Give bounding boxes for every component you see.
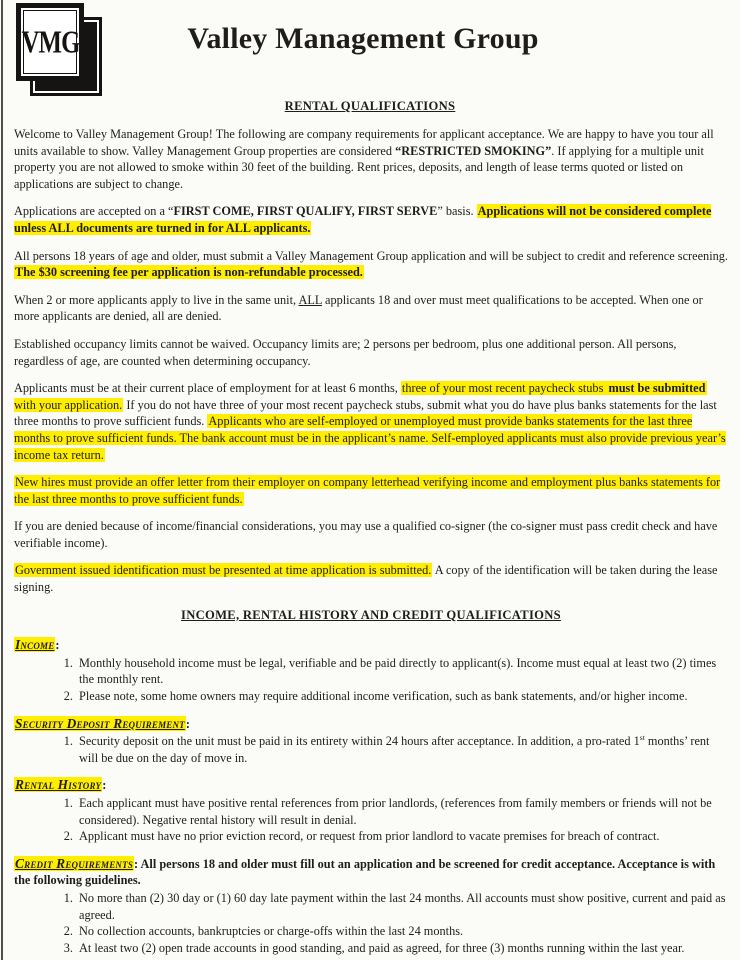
- text-segment: three of your most recent paycheck stubs: [401, 381, 607, 396]
- text-segment: Credit Requirements: [15, 855, 134, 871]
- text-segment: must be submitted: [608, 381, 706, 396]
- text-segment: “RESTRICTED SMOKING”: [395, 143, 552, 158]
- logo-monogram: VMG: [21, 23, 79, 60]
- section-heading: [14, 637, 728, 654]
- text-segment: No collection accounts, bankruptcies or charge-offs within the last 24 months.: [79, 924, 464, 939]
- list-item: [76, 795, 728, 828]
- text-segment: All persons 18 years of age and older, must submit a Valley Management Group application and will be subject to credit and reference screening.: [14, 248, 728, 263]
- list-item: [76, 688, 728, 705]
- section-heading: [14, 856, 728, 889]
- paragraph: [14, 562, 728, 595]
- text-segment: All persons 18 and older must fill out an application and be screened for credit acceptance. Acceptance is with the following guidelines.: [14, 856, 716, 888]
- text-segment: Applications will not be considered complete unless ALL documents are turned in for ALL applicants.: [14, 204, 712, 235]
- list-item: [76, 890, 728, 923]
- text-segment: If you do not have three of your most recent paycheck stubs, submit what you do have plus banks statements for the last three months to prove sufficient funds.: [14, 397, 717, 429]
- paragraph: [14, 336, 728, 369]
- text-segment: A copy of the identification will be taken during the lease signing.: [14, 563, 718, 595]
- list-item: [76, 940, 728, 957]
- text-segment: applicants 18 and over must meet qualifications to be accepted. When one or more applicants are denied, all are denied.: [14, 292, 703, 324]
- text-segment: ALL: [298, 292, 322, 307]
- text-segment: :: [134, 856, 141, 871]
- text-segment: If you are denied because of income/financial considerations, you may use a qualified co-signer (the co-signer must pass credit check and have verifiable income).: [14, 519, 718, 550]
- text-segment: FIRST COME, FIRST QUALIFY, FIRST SERVE: [173, 204, 438, 219]
- text-segment: Applicants must be at their current place of employment for at least 6 months,: [14, 381, 401, 396]
- qualification-list: [14, 733, 728, 766]
- document-body: [14, 126, 728, 956]
- paragraph: [14, 518, 728, 551]
- qualification-list: [14, 795, 728, 845]
- text-segment: Please note, some home owners may require additional income verification, such as bank statements, and/or higher income.: [79, 689, 688, 704]
- paragraph: [14, 126, 728, 192]
- text-segment: Established occupancy limits cannot be waived. Occupancy limits are; 2 persons per bedroom, plus one additional person. All persons, regardless of age, are counted when determining occupancy.: [14, 336, 677, 368]
- text-segment: . If applying for a multiple unit property you are not allowed to smoke within 30 feet of the building. Rent prices, deposits, and length of lease terms quoted or listed on applications are subject to change.: [14, 143, 704, 191]
- company-title: Valley Management Group: [187, 22, 539, 55]
- text-segment: The $30 screening fee per application is non-refundable processed.: [15, 265, 363, 280]
- text-segment: Applications are accepted on a “: [14, 204, 174, 219]
- section-title: INCOME, RENTAL HISTORY AND CREDIT QUALIFICATIONS: [181, 607, 561, 622]
- text-segment: Monthly household income must be legal, verifiable and be paid directly to applicant(s). Income must equal at least two (2) times the monthly rent.: [79, 655, 717, 687]
- text-segment: Security Deposit Requirement: [15, 715, 185, 731]
- text-segment: Welcome to Valley Management Group! The following are company requirements for applicant acceptance. We are happy to have you tour all units available to show. Valley Management Group properties are considered: [14, 127, 714, 158]
- paragraph: [14, 380, 728, 463]
- text-segment: Each applicant must have positive rental references from prior landlords, (references from family members or friends will not be considered). Negative rental history will result in denial.: [79, 796, 712, 827]
- list-item: [76, 923, 728, 940]
- text-segment: :: [102, 778, 107, 793]
- paragraph: [14, 248, 728, 281]
- text-segment: Applicants who are self-employed or unemployed must provide banks statements for the last three months to prove sufficient funds. The bank account must be in the applicant’s name. Self-employed applicants must also provide previous year’s income tax return.: [14, 414, 726, 462]
- text-segment: No more than (2) 30 day or (1) 60 day late payment within the last 24 months. All accounts must show positive, current and paid as agreed.: [79, 890, 726, 922]
- text-segment: Rental History: [15, 777, 102, 793]
- text-segment: with your application.: [14, 381, 707, 412]
- document-header: [0, 0, 740, 97]
- text-segment: Government issued identification must be presented at time application is submitted.: [15, 563, 432, 578]
- text-segment: Security deposit on the unit must be paid in its entirety within 24 hours after acceptance. In addition, a pro-rated 1: [79, 734, 640, 749]
- qualification-list: [14, 655, 728, 705]
- list-item: [76, 655, 728, 688]
- text-segment: ” basis.: [437, 204, 477, 219]
- text-segment: New hires must provide an offer letter from their employer on company letterhead verifying income and employment plus banks statements for the last three months to prove sufficient funds.: [14, 475, 721, 506]
- paragraph: [14, 474, 728, 507]
- list-item: [76, 733, 728, 766]
- list-item: [76, 828, 728, 845]
- scan-edge-artifact: [1, 0, 3, 960]
- text-segment: :: [185, 716, 190, 731]
- text-segment: Income: [15, 637, 55, 653]
- section-heading: [14, 716, 728, 733]
- document-heading: RENTAL QUALIFICATIONS: [284, 99, 456, 113]
- text-segment: At least two (2) open trade accounts in good standing, and paid as agreed, for three (3) months running within the last year.: [79, 940, 685, 955]
- text-segment: :: [55, 638, 60, 653]
- paragraph: [14, 292, 728, 325]
- qualification-list: [14, 890, 728, 956]
- text-segment: st: [639, 733, 645, 743]
- text-segment: When 2 or more applicants apply to live in the same unit,: [14, 292, 299, 307]
- section-heading: [14, 777, 728, 794]
- text-segment: months’ rent will be due on the day of move in.: [79, 734, 710, 765]
- text-segment: Applicant must have no prior eviction record, or request from prior landlord to vacate premises for breach of contract.: [79, 829, 660, 844]
- paragraph: [14, 203, 728, 236]
